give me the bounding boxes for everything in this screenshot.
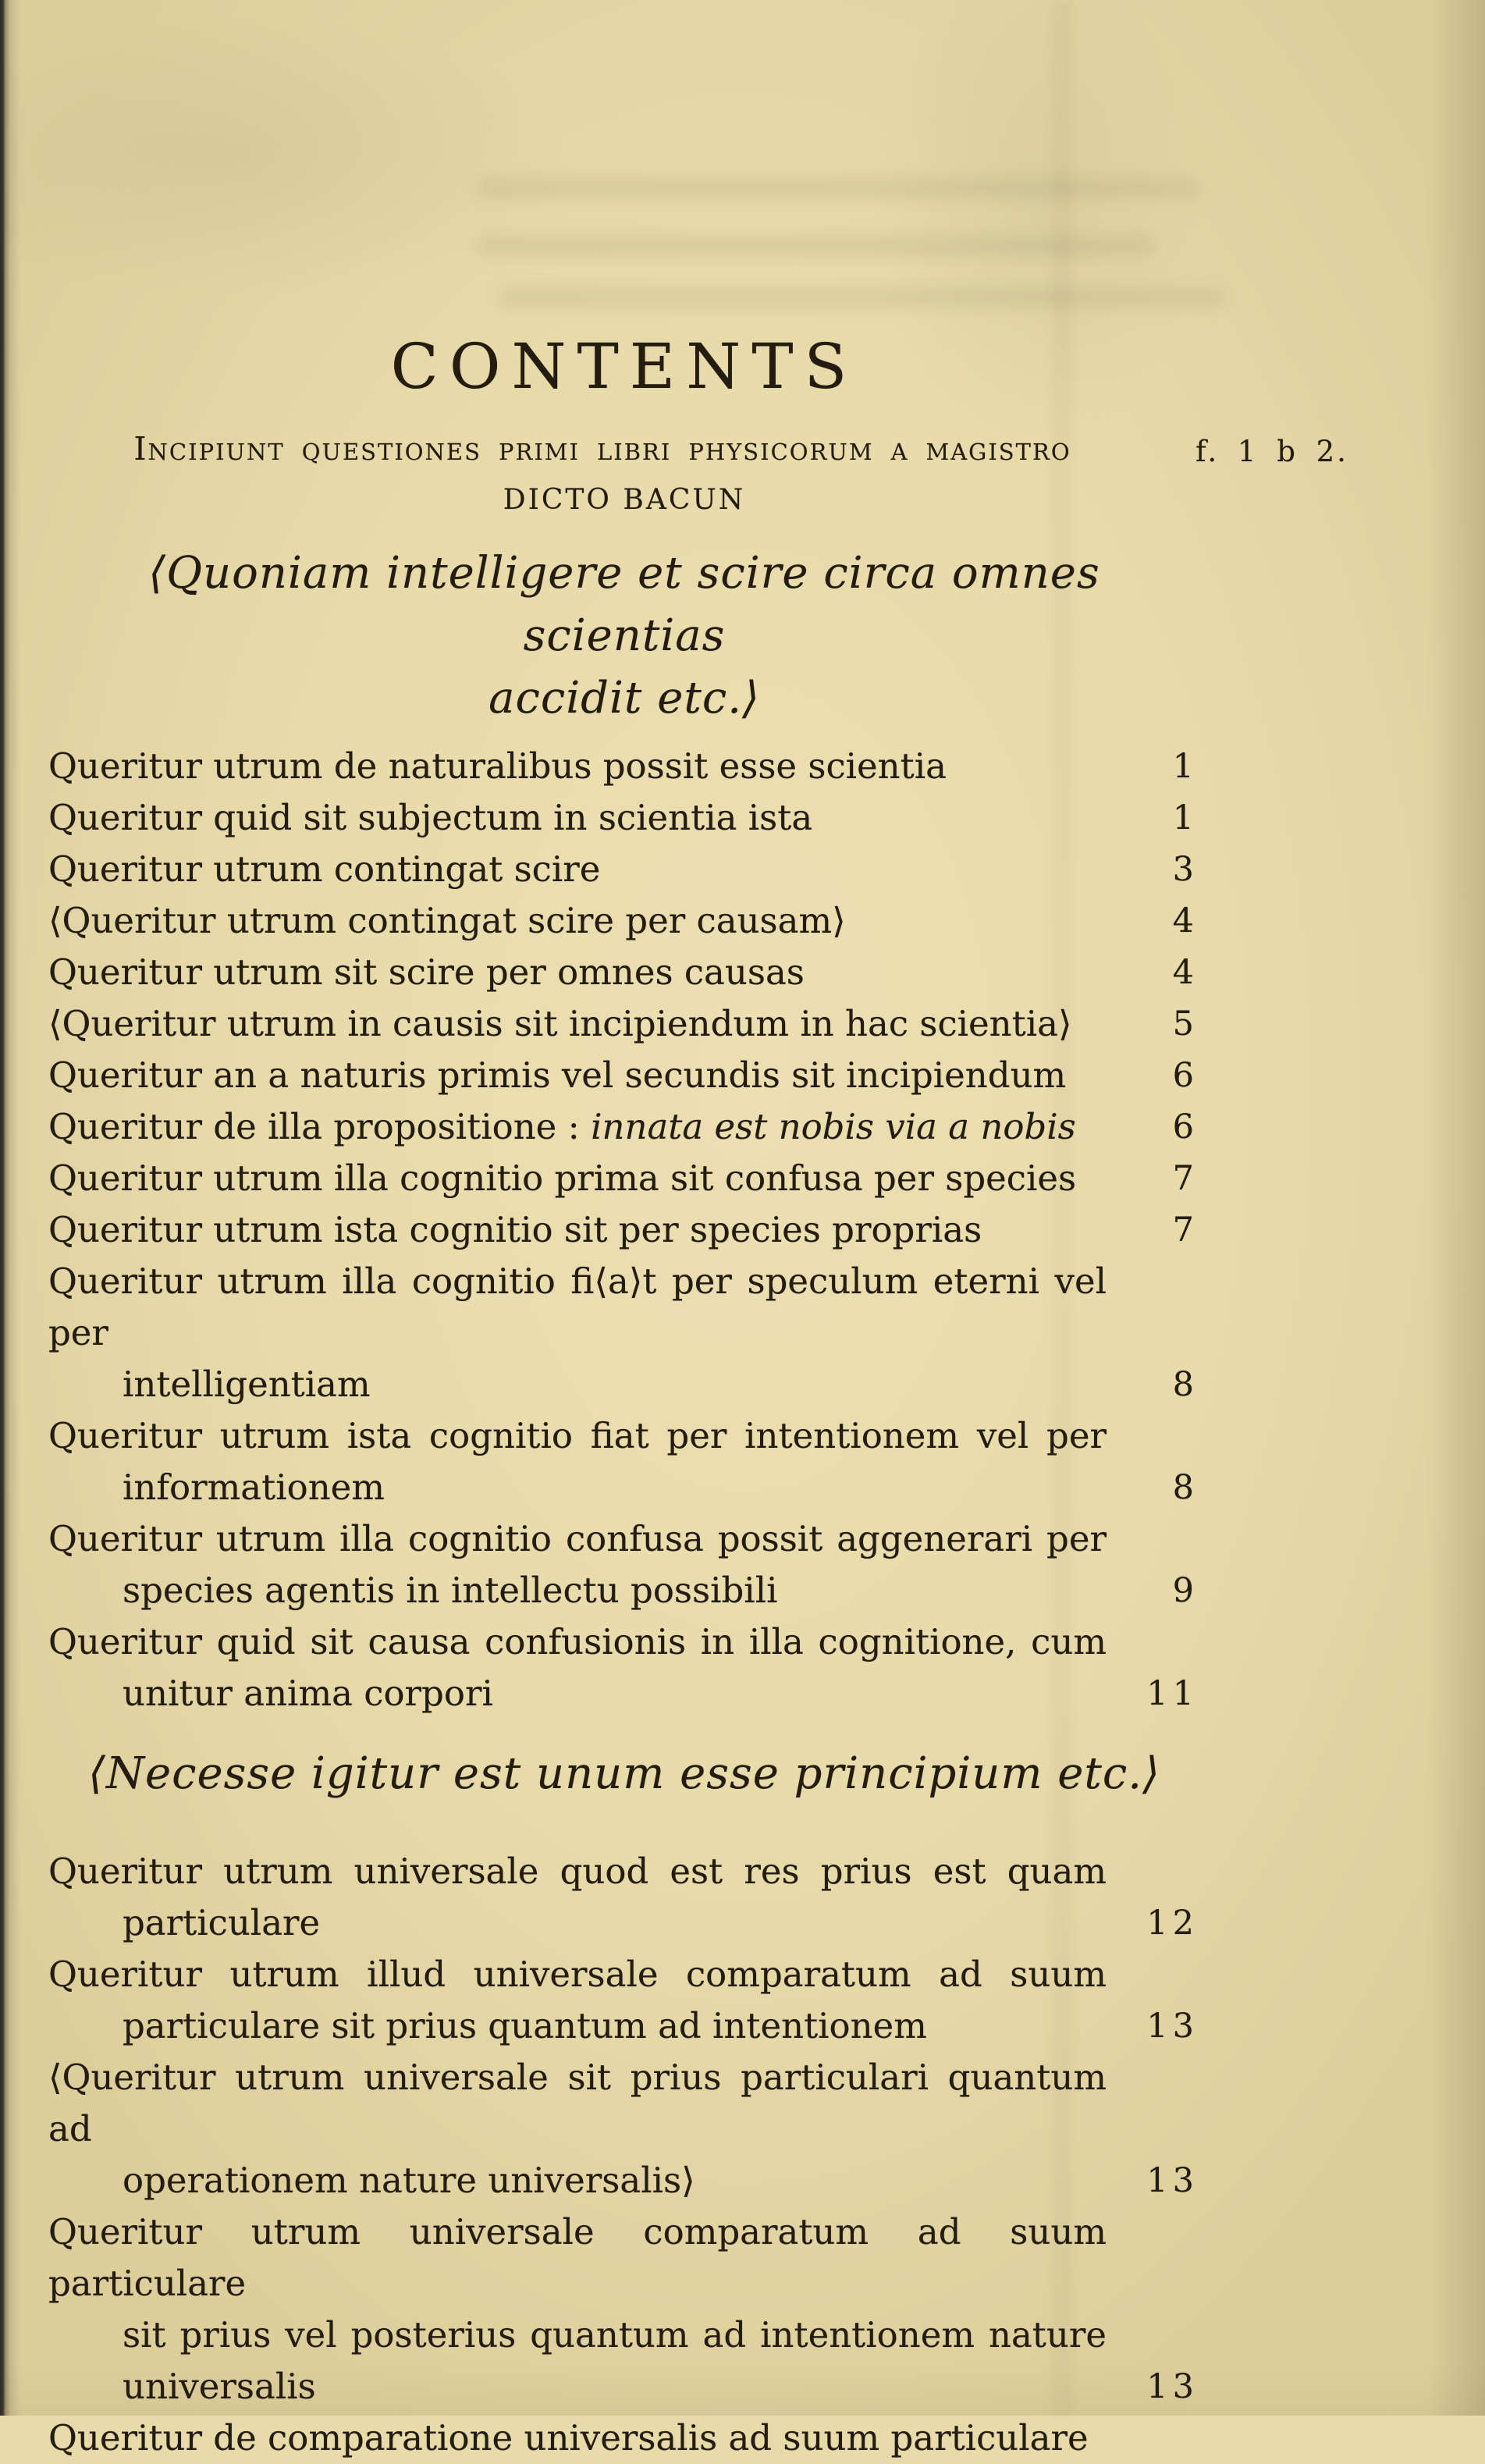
- toc-entry: [48, 1513, 1200, 1616]
- page-number: 12: [1146, 1904, 1199, 1943]
- toc-entry-text: [48, 1050, 1200, 1101]
- toc-entry-text: [48, 2412, 1200, 2464]
- toc-entry: [48, 792, 1200, 844]
- page-number: 13: [1146, 2161, 1199, 2200]
- section-heading-line: accidit etc.⟩: [488, 673, 760, 724]
- toc-entry: [48, 1949, 1200, 2052]
- toc-entry-segment: Queritur de illa propositione :: [48, 1106, 592, 1147]
- toc-entry: [48, 2412, 1200, 2464]
- toc-entry-line: intelligentiam: [123, 1364, 371, 1405]
- toc-entry-text: [48, 2206, 1200, 2412]
- toc-entry-text: [48, 2052, 1200, 2206]
- toc-entry: [48, 947, 1200, 998]
- toc-entry-line: Queritur utrum ista cognitio fiat per intentionem vel per: [48, 1415, 1107, 1456]
- toc-entry-text: [48, 792, 1200, 844]
- toc-entry: [48, 1616, 1200, 1719]
- toc-entry-line: [48, 1101, 1107, 1153]
- toc-entry: [48, 1101, 1200, 1153]
- section-heading: [48, 542, 1200, 730]
- section-heading-line: ⟨Quoniam intelligere et scire circa omnes scientias: [148, 548, 1100, 661]
- toc-entry-text: [48, 947, 1200, 998]
- toc-entry-line: Queritur utrum universale quod est res prius est quam: [48, 1851, 1107, 1892]
- page-number: 8: [1172, 1468, 1199, 1507]
- binding-edge-shadow: [0, 0, 20, 2416]
- toc-entry: [48, 2206, 1200, 2412]
- toc-entry: [48, 1153, 1200, 1204]
- toc-entry-line: Queritur an a naturis primis vel secundis sit incipiendum: [48, 1054, 1067, 1096]
- page-number: 6: [1172, 1108, 1199, 1147]
- section-heading: [48, 1743, 1200, 1805]
- toc-entry-text: [48, 1513, 1200, 1616]
- toc-entry: [48, 741, 1200, 792]
- toc-entry-line: Queritur utrum illa cognitio fi⟨a⟩t per speculum eterni vel per: [48, 1260, 1107, 1353]
- toc-entry-line: species agentis in intellectu possibili: [123, 1570, 778, 1611]
- toc-entry-text: [48, 1616, 1200, 1719]
- toc-entry-text: [48, 1204, 1200, 1256]
- table-of-contents: [48, 542, 1200, 2464]
- toc-entry-text: [48, 895, 1200, 947]
- toc-entry-line: Queritur utrum universale comparatum ad suum particulare: [48, 2211, 1107, 2304]
- toc-entry-text: [48, 1256, 1200, 1410]
- toc-entry-line: Queritur quid sit subjectum in scientia ista: [48, 797, 813, 838]
- toc-section: [48, 542, 1200, 1719]
- page-number: 1: [1172, 747, 1199, 786]
- incipit-heading-line2: DICTO BACUN: [503, 484, 746, 516]
- show-through-stain: [476, 178, 1202, 198]
- toc-entry-line: ⟨Queritur utrum contingat scire per causam⟩: [48, 900, 846, 941]
- page-number: 6: [1172, 1056, 1199, 1095]
- page-right-edge-shade: [1430, 0, 1485, 2416]
- toc-entry-line: particulare sit prius quantum ad intentionem: [123, 2005, 927, 2046]
- toc-entry-line: particulare: [123, 1902, 321, 1943]
- toc-entry: [48, 1204, 1200, 1256]
- toc-entry-line: ⟨Queritur utrum in causis sit incipiendum in hac scientia⟩: [48, 1003, 1072, 1044]
- show-through-stain: [499, 287, 1225, 308]
- toc-entry-line: Queritur utrum sit scire per omnes causas: [48, 951, 805, 993]
- toc-entry-text: [48, 1153, 1200, 1204]
- page-number: 3: [1172, 850, 1199, 889]
- toc-entry-text: [48, 1949, 1200, 2052]
- toc-entry-text: [48, 844, 1200, 895]
- toc-entry-line: operationem nature universalis⟩: [123, 2160, 695, 2201]
- toc-entry: [48, 1410, 1200, 1513]
- page-number: 1: [1172, 798, 1199, 837]
- toc-entry-line: universalis: [123, 2366, 316, 2407]
- page-number: 5: [1172, 1004, 1199, 1044]
- page-number: 13: [1146, 2367, 1199, 2406]
- toc-entry: [48, 1050, 1200, 1101]
- folio-reference: f. 1 b 2.: [1195, 435, 1348, 468]
- toc-entry-line: informationem: [123, 1467, 385, 1508]
- toc-entry-line: ⟨Queritur utrum universale sit prius particulari quantum ad: [48, 2057, 1107, 2149]
- toc-entry: [48, 895, 1200, 947]
- toc-entry-line: Queritur utrum illa cognitio confusa possit aggenerari per: [48, 1518, 1107, 1559]
- page-number: 4: [1172, 901, 1199, 940]
- toc-entry: [48, 2052, 1200, 2206]
- section-heading-line: ⟨Necesse igitur est unum esse principium etc.⟩: [88, 1748, 1160, 1799]
- page-title: CONTENTS: [390, 330, 858, 403]
- toc-entry-text: [48, 1846, 1200, 1949]
- toc-entry-line: Queritur utrum de naturalibus possit esse scientia: [48, 745, 947, 787]
- toc-entry: [48, 1846, 1200, 1949]
- toc-entry-line: Queritur de comparatione universalis ad suum particulare: [48, 2417, 1089, 2459]
- incipit-heading: Incipiunt questiones primi libri physicorum a magistro: [133, 430, 1071, 468]
- toc-entry: [48, 844, 1200, 895]
- page-number: 4: [1172, 953, 1199, 992]
- toc-entry-line: Queritur quid sit causa confusionis in illa cognitione, cum: [48, 1621, 1107, 1662]
- toc-entry-line: Queritur utrum illa cognitio prima sit confusa per species: [48, 1157, 1077, 1199]
- toc-entry-text: [48, 998, 1200, 1050]
- toc-section: [48, 1743, 1200, 2464]
- toc-entry-text: [48, 741, 1200, 792]
- toc-entry-text: [48, 1410, 1200, 1513]
- toc-entry: [48, 998, 1200, 1050]
- toc-entry-italic-segment: innata est nobis via a nobis: [591, 1106, 1076, 1147]
- toc-entry-line: sit prius vel posterius quantum ad intentionem nature: [123, 2314, 1107, 2356]
- page-number: 13: [1146, 2007, 1199, 2046]
- page-number: 11: [1146, 1674, 1199, 1713]
- toc-entry-line: Queritur utrum illud universale comparatum ad suum: [48, 1954, 1107, 1995]
- toc-entry-text: [48, 1101, 1200, 1153]
- toc-entry-line: Queritur utrum ista cognitio sit per species proprias: [48, 1209, 982, 1250]
- page-number: 9: [1172, 1571, 1199, 1610]
- page-number: 8: [1172, 1365, 1199, 1404]
- page-number: 7: [1172, 1211, 1199, 1250]
- toc-entry: [48, 1256, 1200, 1410]
- toc-entry-line: unitur anima corpori: [123, 1673, 493, 1714]
- page-number: 7: [1172, 1159, 1199, 1198]
- toc-entry-line: Queritur utrum contingat scire: [48, 848, 601, 890]
